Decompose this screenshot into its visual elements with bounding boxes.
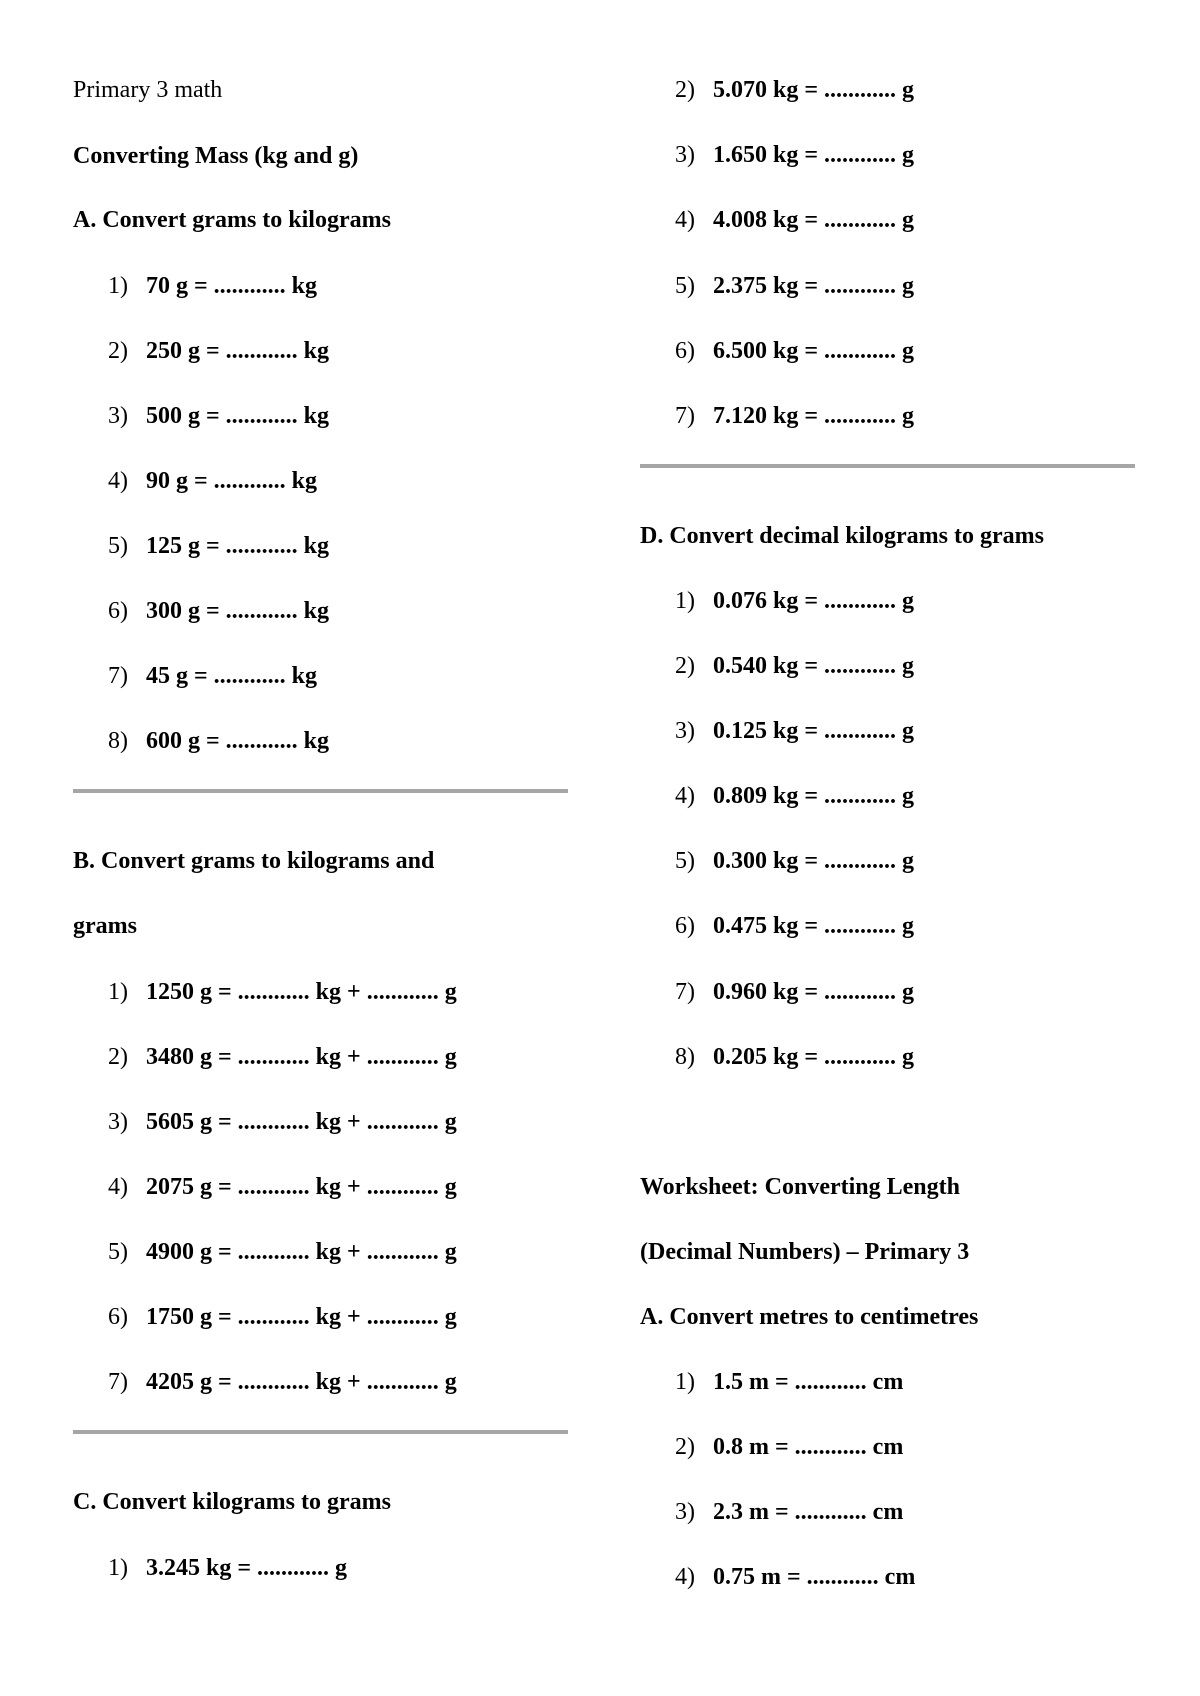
section-b-item-1	[108, 978, 457, 1006]
item-expression: 0.540 kg = ............ g	[713, 653, 915, 679]
item-expression: 600 g = ............ kg	[146, 728, 330, 754]
section-d-item-7	[675, 978, 914, 1006]
section-b-item-5	[108, 1238, 457, 1266]
item-expression: 4205 g = ............ kg + ............ g	[146, 1369, 457, 1395]
item-number: 4)	[675, 207, 695, 233]
item-expression: 300 g = ............ kg	[146, 598, 330, 624]
section-a-item-5	[108, 532, 329, 560]
item-expression: 0.300 kg = ............ g	[713, 848, 915, 874]
item-number: 8)	[108, 728, 128, 754]
item-expression: 0.960 kg = ............ g	[713, 979, 915, 1005]
section-b-item-2	[108, 1043, 457, 1071]
section-d-item-8	[675, 1043, 914, 1071]
item-expression: 2075 g = ............ kg + ............ g	[146, 1174, 457, 1200]
item-expression: 0.125 kg = ............ g	[713, 718, 915, 744]
item-number: 1)	[108, 1555, 128, 1581]
item-expression: 0.076 kg = ............ g	[713, 588, 915, 614]
section-b-item-6	[108, 1303, 457, 1331]
item-number: 4)	[675, 1564, 695, 1590]
length-worksheet-title: Worksheet: Converting Length	[640, 1174, 960, 1200]
length-item-4	[675, 1563, 915, 1591]
item-number: 7)	[108, 1369, 128, 1395]
item-number: 4)	[108, 468, 128, 494]
item-number: 2)	[675, 77, 695, 103]
item-expression: 45 g = ............ kg	[146, 663, 318, 689]
item-expression: 1250 g = ............ kg + ............ g	[146, 979, 457, 1005]
length-section-a-heading: A. Convert metres to centimetres	[640, 1304, 979, 1330]
item-expression: 0.75 m = ............ cm	[713, 1564, 916, 1590]
item-expression: 125 g = ............ kg	[146, 533, 330, 559]
item-number: 1)	[675, 588, 695, 614]
section-d-heading: D. Convert decimal kilograms to grams	[640, 523, 1044, 549]
item-number: 4)	[108, 1174, 128, 1200]
item-number: 2)	[675, 653, 695, 679]
item-expression: 3480 g = ............ kg + ............ g	[146, 1044, 457, 1070]
item-number: 8)	[675, 1044, 695, 1070]
item-expression: 1.650 kg = ............ g	[713, 142, 915, 168]
item-number: 3)	[675, 718, 695, 744]
item-expression: 0.8 m = ............ cm	[713, 1434, 904, 1460]
item-expression: 0.205 kg = ............ g	[713, 1044, 915, 1070]
section-b-heading-continued: grams	[73, 913, 137, 939]
item-expression: 250 g = ............ kg	[146, 338, 330, 364]
section-divider	[73, 789, 568, 793]
item-expression: 1.5 m = ............ cm	[713, 1369, 904, 1395]
item-number: 7)	[108, 663, 128, 689]
section-c-heading: C. Convert kilograms to grams	[73, 1489, 391, 1515]
item-expression: 500 g = ............ kg	[146, 403, 330, 429]
item-expression: 5.070 kg = ............ g	[713, 77, 915, 103]
section-c-item-2	[675, 76, 914, 104]
section-a-item-6	[108, 597, 329, 625]
section-c-item-4	[675, 206, 914, 234]
section-d-item-1	[675, 587, 914, 615]
section-c-item-7	[675, 402, 914, 430]
item-number: 7)	[675, 979, 695, 1005]
item-number: 7)	[675, 403, 695, 429]
item-expression: 5605 g = ............ kg + ............ g	[146, 1109, 457, 1135]
item-expression: 70 g = ............ kg	[146, 273, 318, 299]
item-expression: 3.245 kg = ............ g	[146, 1555, 348, 1581]
item-number: 3)	[675, 1499, 695, 1525]
section-a-item-1	[108, 272, 317, 300]
item-expression: 4.008 kg = ............ g	[713, 207, 915, 233]
section-b-item-3	[108, 1108, 457, 1136]
section-a-item-3	[108, 402, 329, 430]
item-number: 6)	[675, 338, 695, 364]
item-expression: 2.375 kg = ............ g	[713, 273, 915, 299]
item-number: 2)	[108, 338, 128, 364]
section-a-item-2	[108, 337, 329, 365]
item-number: 2)	[675, 1434, 695, 1460]
item-expression: 6.500 kg = ............ g	[713, 338, 915, 364]
item-number: 1)	[675, 1369, 695, 1395]
section-a-item-7	[108, 662, 317, 690]
length-worksheet-subtitle: (Decimal Numbers) – Primary 3	[640, 1239, 970, 1265]
section-d-item-5	[675, 847, 914, 875]
section-d-item-3	[675, 717, 914, 745]
section-a-item-4	[108, 467, 317, 495]
item-expression: 4900 g = ............ kg + ............ g	[146, 1239, 457, 1265]
item-expression: 0.809 kg = ............ g	[713, 783, 915, 809]
item-number: 6)	[108, 598, 128, 624]
section-d-item-2	[675, 652, 914, 680]
section-d-item-4	[675, 782, 914, 810]
section-d-item-6	[675, 912, 914, 940]
section-a-item-8	[108, 727, 329, 755]
section-c-item-1	[108, 1554, 347, 1582]
item-number: 1)	[108, 979, 128, 1005]
section-b-heading: B. Convert grams to kilograms and	[73, 848, 435, 874]
item-number: 5)	[675, 273, 695, 299]
item-number: 2)	[108, 1044, 128, 1070]
item-number: 3)	[108, 1109, 128, 1135]
item-number: 6)	[675, 913, 695, 939]
item-expression: 2.3 m = ............ cm	[713, 1499, 904, 1525]
item-number: 4)	[675, 783, 695, 809]
item-number: 1)	[108, 273, 128, 299]
item-number: 5)	[675, 848, 695, 874]
section-divider	[640, 464, 1135, 468]
item-number: 3)	[675, 142, 695, 168]
section-c-item-3	[675, 141, 914, 169]
item-expression: 0.475 kg = ............ g	[713, 913, 915, 939]
section-b-item-7	[108, 1368, 457, 1396]
section-b-item-4	[108, 1173, 457, 1201]
section-a-heading: A. Convert grams to kilograms	[73, 207, 391, 233]
course-label: Primary 3 math	[73, 77, 223, 103]
length-item-2	[675, 1433, 903, 1461]
length-item-1	[675, 1368, 903, 1396]
item-number: 6)	[108, 1304, 128, 1330]
section-c-item-6	[675, 337, 914, 365]
length-item-3	[675, 1498, 903, 1526]
section-c-item-5	[675, 272, 914, 300]
item-number: 5)	[108, 1239, 128, 1265]
section-divider	[73, 1430, 568, 1434]
page-title: Converting Mass (kg and g)	[73, 143, 359, 169]
item-expression: 90 g = ............ kg	[146, 468, 318, 494]
item-expression: 1750 g = ............ kg + ............ g	[146, 1304, 457, 1330]
item-number: 3)	[108, 403, 128, 429]
item-expression: 7.120 kg = ............ g	[713, 403, 915, 429]
item-number: 5)	[108, 533, 128, 559]
